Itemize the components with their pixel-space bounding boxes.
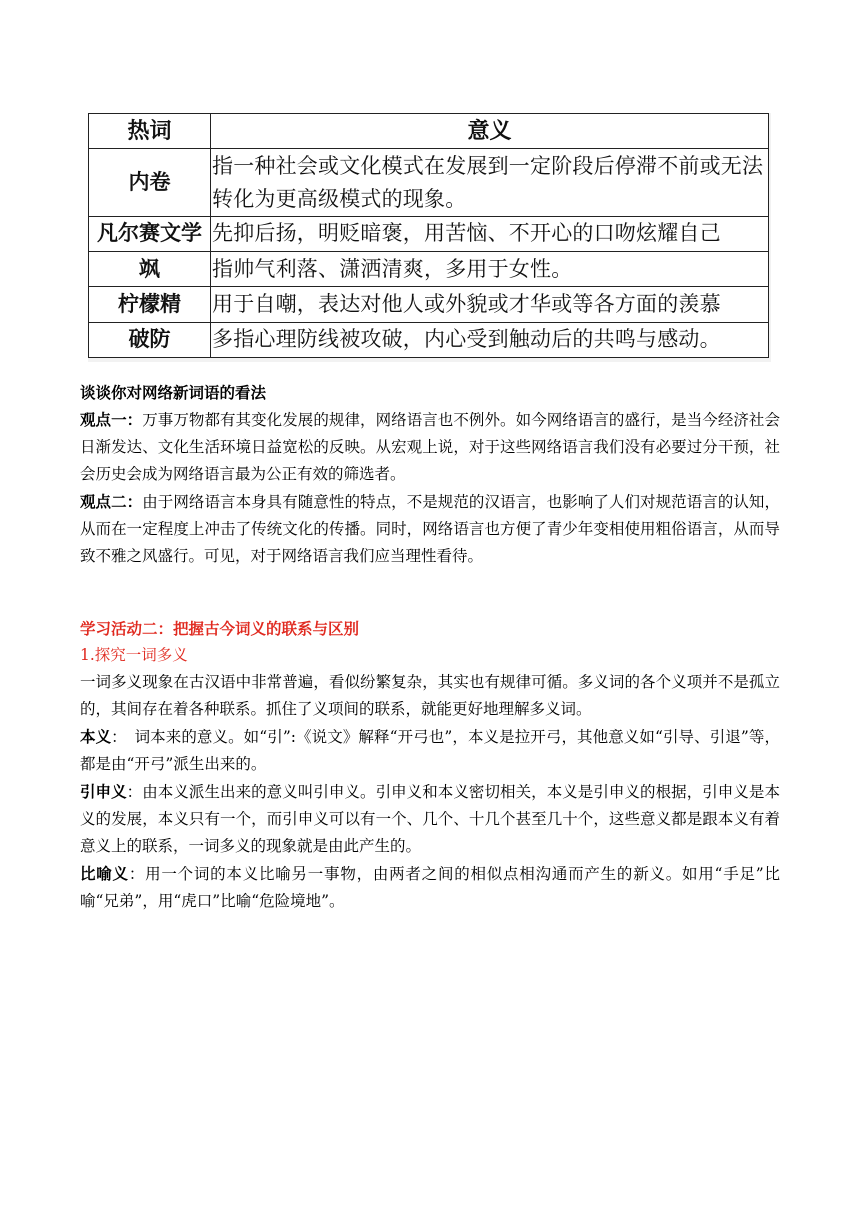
term-cell: 凡尔赛文学: [89, 216, 211, 251]
view-two-paragraph: [80, 488, 780, 570]
hot-words-table-image: [88, 113, 771, 362]
table-row: [89, 287, 769, 322]
table-header-row: [89, 114, 769, 149]
table-row: [89, 149, 769, 217]
activity-subheading: 1.探究一词多义: [80, 646, 188, 664]
header-term: 热词: [89, 114, 211, 149]
benyi-label: 本义: [80, 727, 112, 746]
meaning-cell: 指一种社会或文化模式在发展到一定阶段后停滞不前或无法转化为更高级模式的现象。: [211, 149, 769, 217]
meaning-cell: 多指心理防线被攻破，内心受到触动后的共鸣与感动。: [211, 322, 769, 357]
meaning-cell: 用于自嘲，表达对他人或外貌或才华或等各方面的羡慕: [211, 287, 769, 322]
table-row: [89, 216, 769, 251]
hot-words-table: [88, 113, 769, 358]
term-cell: 柠檬精: [89, 287, 211, 322]
term-cell: 飒: [89, 252, 211, 287]
view-two-label: 观点二：: [80, 492, 143, 511]
biyu-paragraph: [80, 860, 780, 915]
table-row: [89, 252, 769, 287]
meaning-cell: 先抑后扬，明贬暗褒，用苦恼、不开心的口吻炫耀自己: [211, 216, 769, 251]
biyu-text: ：用一个词的本义比喻另一事物，由两者之间的相似点相沟通而产生的新义。如用“手足”比喻“兄弟”，用“虎口”比喻“危险境地”。: [80, 865, 780, 910]
view-two-text: 由于网络语言本身具有随意性的特点，不是规范的汉语言，也影响了人们对规范语言的认知，从而在一定程度上冲击了传统文化的传播。同时，网络语言也方便了青少年变相使用粗俗语言，从而导致不雅之风盛行。可见，对于网络语言我们应当理性看待。: [80, 493, 780, 565]
header-meaning: 意义: [211, 114, 769, 149]
table-row: [89, 322, 769, 357]
view-one-label: 观点一：: [80, 410, 143, 429]
activity-section: [80, 615, 780, 915]
activity-title: 学习活动二：把握古今词义的联系与区别: [80, 619, 360, 638]
benyi-paragraph: [80, 723, 780, 778]
yinshen-label: 引申义: [80, 782, 127, 801]
meaning-cell: 指帅气利落、潇洒清爽，多用于女性。: [211, 252, 769, 287]
view-one-paragraph: [80, 406, 780, 488]
biyu-label: 比喻义: [80, 864, 129, 883]
benyi-text: ： 词本来的意义。如“引”:《说文》解释“开弓也”，本义是拉开弓，其他意义如“引导、引退”等，都是由“开弓”派生出来的。: [80, 728, 780, 773]
discussion-title: 谈谈你对网络新词语的看法: [80, 383, 267, 402]
intro-paragraph: 一词多义现象在古汉语中非常普遍，看似纷繁复杂，其实也有规律可循。多义词的各个义项并不是孤立的，其间存在着各种联系。抓住了义项间的联系，就能更好地理解多义词。: [80, 673, 780, 718]
term-cell: 破防: [89, 322, 211, 357]
discussion-section: [80, 379, 780, 570]
yinshen-text: ：由本义派生出来的意义叫引申义。引申义和本义密切相关，本义是引申义的根据，引申义是本义的发展，本义只有一个，而引申义可以有一个、几个、十几个甚至几十个，这些意义都是跟本义有着意义上的联系，一词多义的现象就是由此产生的。: [80, 783, 780, 855]
view-one-text: 万事万物都有其变化发展的规律，网络语言也不例外。如今网络语言的盛行，是当今经济社会日渐发达、文化生活环境日益宽松的反映。从宏观上说，对于这些网络语言我们没有必要过分干预，社会历史会成为网络语言最为公正有效的筛选者。: [80, 411, 780, 483]
term-cell: 内卷: [89, 149, 211, 217]
yinshen-paragraph: [80, 778, 780, 860]
